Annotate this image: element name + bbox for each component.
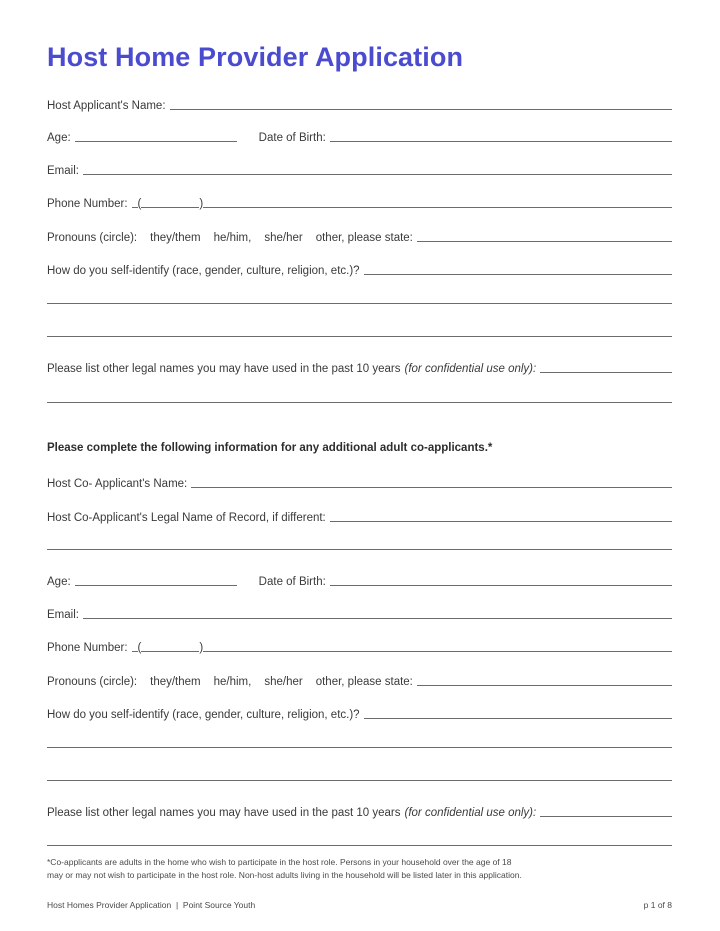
co-applicant-self-identify-field — [47, 705, 672, 721]
applicant-name-label: Host Applicant's Name: — [47, 100, 166, 112]
co-applicant-pronoun-other-input[interactable] — [417, 675, 672, 686]
co-applicant-pronoun-other-label: other, please state: — [315, 676, 413, 688]
co-applicant-phone-input[interactable] — [203, 641, 672, 652]
co-applicant-pronouns-label: Pronouns (circle): — [47, 676, 138, 688]
applicant-pronoun-they[interactable]: they/them — [150, 232, 201, 244]
co-applicant-name-field — [47, 474, 672, 490]
co-applicant-legal-names-line-2[interactable] — [47, 845, 672, 846]
co-applicant-legal-name-line-2[interactable] — [47, 549, 672, 550]
co-applicant-phone-label: Phone Number: — [47, 642, 128, 654]
footnote-line-2: may or may not wish to participate in the host role. Non-host adults living in the household will be listed later in this application. — [47, 870, 522, 880]
applicant-email-label: Email: — [47, 165, 79, 177]
footer-document-name: Host Homes Provider Application | Point Source Youth — [47, 900, 256, 910]
co-applicant-pronoun-they[interactable]: they/them — [150, 676, 201, 688]
co-applicant-age-input[interactable] — [75, 575, 237, 586]
applicant-self-identify-input[interactable] — [364, 264, 672, 275]
co-applicant-self-identify-input[interactable] — [364, 708, 672, 719]
applicant-self-identify-line-2[interactable] — [47, 303, 672, 304]
applicant-pronouns-label: Pronouns (circle): — [47, 232, 138, 244]
applicant-legal-names-line-2[interactable] — [47, 402, 672, 403]
applicant-age-input[interactable] — [75, 131, 237, 142]
page-footer — [47, 900, 672, 910]
applicant-age-dob-row — [47, 128, 672, 144]
applicant-age-label: Age: — [47, 132, 71, 144]
co-area-code-open-paren: ( — [137, 642, 142, 654]
co-applicant-self-identify-line-2[interactable] — [47, 747, 672, 748]
co-applicant-self-identify-label: How do you self-identify (race, gender, culture, religion, etc.)? — [47, 709, 360, 721]
co-applicant-legal-name-field — [47, 508, 672, 524]
co-applicant-dob-label: Date of Birth: — [258, 576, 326, 588]
applicant-pronoun-other-input[interactable] — [417, 231, 672, 242]
applicant-pronoun-he[interactable]: he/him, — [213, 232, 252, 244]
page-title: Host Home Provider Application — [47, 42, 464, 72]
co-applicant-email-input[interactable] — [83, 608, 672, 619]
co-applicant-email-field — [47, 605, 672, 621]
area-code-open-paren: ( — [137, 198, 142, 210]
applicant-phone-input[interactable] — [203, 197, 672, 208]
applicant-pronouns-field — [47, 228, 672, 244]
co-applicant-age-label: Age: — [47, 576, 71, 588]
co-applicant-pronoun-she[interactable]: she/her — [264, 676, 303, 688]
co-applicant-name-label: Host Co- Applicant's Name: — [47, 478, 188, 490]
area-code-close-paren: ) — [199, 198, 204, 210]
footnote — [47, 856, 522, 882]
footnote-line-1: *Co-applicants are adults in the home who wish to participate in the host role. Persons in your household over the age of 18 — [47, 857, 512, 867]
applicant-self-identify-label: How do you self-identify (race, gender, culture, religion, etc.)? — [47, 265, 360, 277]
applicant-pronoun-other-label: other, please state: — [315, 232, 413, 244]
co-applicant-legal-name-input[interactable] — [330, 511, 672, 522]
applicant-phone-label: Phone Number: — [47, 198, 128, 210]
applicant-legal-names-input[interactable] — [540, 362, 672, 373]
applicant-legal-names-note: (for confidential use only): — [404, 363, 537, 375]
applicant-self-identify-field — [47, 261, 672, 277]
applicant-name-input[interactable] — [170, 99, 672, 110]
co-applicant-legal-names-note: (for confidential use only): — [404, 807, 537, 819]
co-applicant-legal-name-label: Host Co-Applicant's Legal Name of Record, if different: — [47, 512, 326, 524]
co-applicant-age-dob-row — [47, 572, 672, 588]
co-applicant-pronouns-field — [47, 672, 672, 688]
applicant-legal-names-label: Please list other legal names you may have used in the past 10 years — [47, 363, 401, 375]
applicant-phone-field — [47, 194, 672, 210]
co-applicant-heading: Please complete the following information for any additional adult co-applicants.* — [47, 442, 493, 454]
applicant-pronoun-she[interactable]: she/her — [264, 232, 303, 244]
co-applicant-name-input[interactable] — [191, 477, 672, 488]
applicant-legal-names-field — [47, 359, 672, 375]
co-applicant-pronoun-he[interactable]: he/him, — [213, 676, 252, 688]
applicant-dob-input[interactable] — [330, 131, 672, 142]
co-applicant-self-identify-line-3[interactable] — [47, 780, 672, 781]
co-applicant-area-code-input[interactable] — [141, 641, 199, 652]
co-applicant-legal-names-input[interactable] — [540, 806, 672, 817]
co-applicant-legal-names-label: Please list other legal names you may have used in the past 10 years — [47, 807, 401, 819]
applicant-area-code-input[interactable] — [141, 197, 199, 208]
applicant-name-field — [47, 96, 672, 112]
applicant-dob-label: Date of Birth: — [258, 132, 326, 144]
co-applicant-legal-names-field — [47, 803, 672, 819]
page-number: p 1 of 8 — [643, 900, 672, 910]
co-applicant-phone-field — [47, 638, 672, 654]
co-applicant-dob-input[interactable] — [330, 575, 672, 586]
co-area-code-close-paren: ) — [199, 642, 204, 654]
co-applicant-email-label: Email: — [47, 609, 79, 621]
applicant-email-input[interactable] — [83, 164, 672, 175]
applicant-self-identify-line-3[interactable] — [47, 336, 672, 337]
applicant-email-field — [47, 161, 672, 177]
